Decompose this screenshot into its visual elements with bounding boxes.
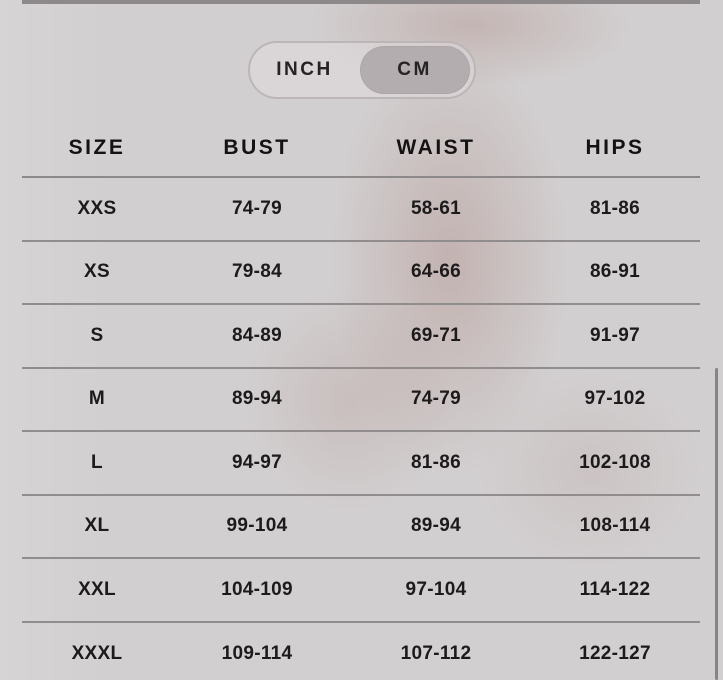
- size-label: S: [90, 324, 104, 346]
- size-label: M: [88, 388, 106, 410]
- table-row: [22, 623, 700, 680]
- bust-value: 99-104: [226, 515, 288, 537]
- unit-toggle-inch[interactable]: INCH: [276, 59, 333, 80]
- size-label: L: [91, 451, 103, 473]
- size-table: [22, 120, 700, 680]
- header-waist: WAIST: [396, 136, 476, 159]
- waist-value: 81-86: [410, 451, 462, 473]
- bust-value: 79-84: [231, 261, 283, 283]
- bust-value: 84-89: [231, 324, 283, 346]
- table-row: [22, 432, 700, 496]
- waist-value: 69-71: [410, 324, 462, 346]
- header-bust: BUST: [223, 136, 291, 159]
- scrollbar-thumb[interactable]: [715, 368, 718, 680]
- top-divider: [22, 0, 700, 4]
- hips-value: 102-108: [579, 451, 651, 473]
- size-label: XXXL: [71, 643, 123, 665]
- hips-value: 86-91: [589, 261, 641, 283]
- waist-value: 74-79: [410, 388, 462, 410]
- waist-value: 97-104: [405, 578, 467, 600]
- bust-value: 89-94: [231, 388, 283, 410]
- hips-value: 91-97: [589, 324, 641, 346]
- waist-value: 64-66: [410, 261, 462, 283]
- size-label: XS: [84, 261, 110, 283]
- waist-value: 89-94: [410, 515, 462, 537]
- bust-value: 104-109: [221, 578, 293, 600]
- hips-value: 97-102: [584, 388, 646, 410]
- table-row: [22, 305, 700, 369]
- table-row: [22, 559, 700, 623]
- waist-value: 58-61: [410, 197, 462, 219]
- unit-toggle-cm[interactable]: CM: [360, 46, 470, 94]
- hips-value: 81-86: [589, 197, 641, 219]
- waist-value: 107-112: [400, 643, 472, 665]
- table-row: [22, 369, 700, 433]
- table-row: [22, 178, 700, 242]
- table-row: [22, 496, 700, 560]
- size-label: XL: [84, 515, 110, 537]
- table-header-row: [22, 120, 700, 178]
- size-label: XXS: [77, 197, 117, 219]
- bust-value: 74-79: [231, 197, 283, 219]
- header-size: SIZE: [68, 136, 126, 159]
- table-row: [22, 242, 700, 306]
- hips-value: 114-122: [579, 578, 651, 600]
- header-hips: HIPS: [585, 136, 645, 159]
- size-label: XXL: [78, 578, 116, 600]
- hips-value: 122-127: [579, 643, 651, 665]
- unit-toggle: [248, 41, 476, 99]
- bust-value: 94-97: [231, 451, 283, 473]
- bust-value: 109-114: [221, 643, 293, 665]
- hips-value: 108-114: [579, 515, 651, 537]
